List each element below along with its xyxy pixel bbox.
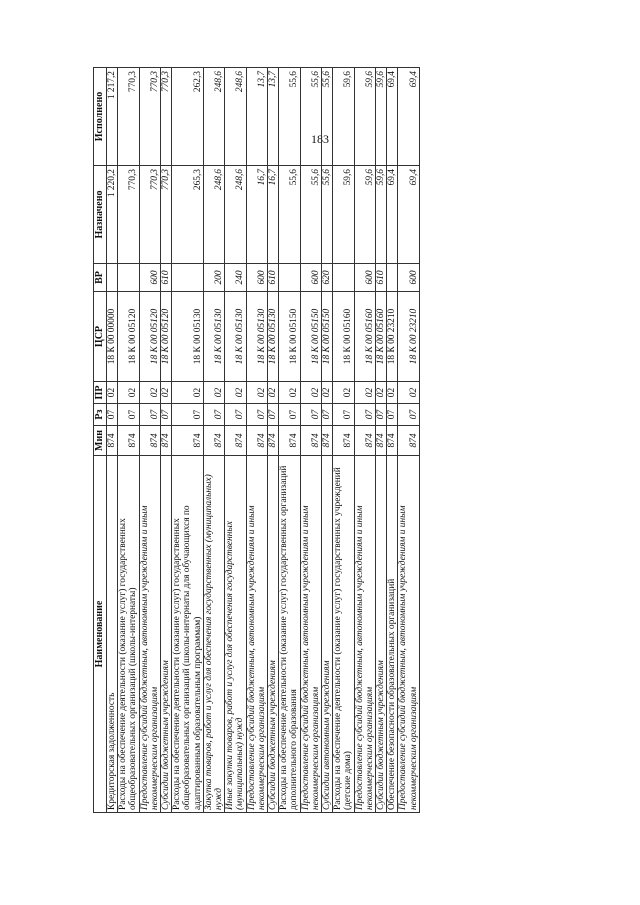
cell-assigned: 59,6 [354,166,375,264]
cell-executed: 55,6 [300,68,321,166]
table-header-row [94,68,107,813]
cell-assigned: 1 220,2 [107,166,118,264]
cell-csr: 18 К 00 05160 [376,292,387,382]
cell-executed: 262,3 [172,68,204,166]
cell-vr: 600 [246,264,267,292]
cell-rz: 07 [139,404,160,426]
cell-name: Обеспечение безопасности образовательных организаций [387,456,398,813]
cell-min: 874 [139,426,160,456]
cell-pr: 02 [203,382,224,404]
header-csr: ЦСР [94,292,107,382]
cell-vr: 600 [398,264,419,292]
cell-assigned: 55,6 [322,166,333,264]
cell-vr: 600 [300,264,321,292]
table-row [203,68,224,813]
cell-csr: 18 К 00 05130 [268,292,279,382]
cell-min: 874 [398,426,419,456]
cell-csr: 18 К 00 23210 [398,292,419,382]
header-min: Мин [94,426,107,456]
cell-csr: 18 К 00 05160 [333,292,354,382]
cell-assigned: 248,6 [225,166,246,264]
cell-name: Субсидии бюджетным учреждениям [161,456,172,813]
cell-pr: 02 [322,382,333,404]
rotated-table-container [93,68,545,813]
table-row [354,68,375,813]
cell-vr: 600 [139,264,160,292]
cell-executed: 1 217,2 [107,68,118,166]
cell-assigned: 770,3 [118,166,139,264]
page-number: 183 [311,132,329,146]
table-row [118,68,139,813]
cell-vr [387,264,398,292]
cell-assigned: 59,6 [376,166,387,264]
cell-min: 874 [246,426,267,456]
table-row [398,68,419,813]
cell-csr: 18 К 00 05120 [139,292,160,382]
cell-name: Субсидии бюджетным учреждениям [268,456,279,813]
cell-rz: 07 [354,404,375,426]
cell-min: 874 [354,426,375,456]
cell-pr: 02 [268,382,279,404]
cell-name: Предоставление субсидий бюджетным, автономным учреждениям и иным некоммерческим организациям [246,456,267,813]
cell-rz: 07 [203,404,224,426]
cell-min: 874 [268,426,279,456]
cell-assigned: 69,4 [387,166,398,264]
cell-csr: 18 К 00 05130 [246,292,267,382]
cell-executed: 770,3 [161,68,172,166]
table-row [279,68,300,813]
cell-assigned: 16,7 [246,166,267,264]
cell-executed: 770,3 [118,68,139,166]
table-row [139,68,160,813]
cell-pr: 02 [398,382,419,404]
cell-rz: 07 [225,404,246,426]
cell-executed: 69,4 [398,68,419,166]
cell-pr: 02 [300,382,321,404]
cell-vr [172,264,204,292]
budget-table [93,67,420,813]
cell-name: Расходы на обеспечение деятельности (оказание услуг) государственных организаций дополнительного образования [279,456,300,813]
cell-min: 874 [387,426,398,456]
cell-rz: 07 [300,404,321,426]
cell-executed: 59,6 [376,68,387,166]
cell-executed: 55,6 [322,68,333,166]
cell-assigned: 69,4 [398,166,419,264]
cell-name: Кредиторская задолженность [107,456,118,813]
cell-assigned: 55,6 [279,166,300,264]
header-assigned: Назначено [94,166,107,264]
cell-pr: 02 [354,382,375,404]
table-row [246,68,267,813]
cell-name: Расходы на обеспечение деятельности (оказание услуг) государственных общеобразовательных организаций (школы-интернаты для обучающихся по адаптированным образовательным программам) [172,456,204,813]
cell-rz: 07 [268,404,279,426]
cell-vr: 610 [376,264,387,292]
cell-name: Предоставление субсидий бюджетным, автономным учреждениям и иным некоммерческим организациям [139,456,160,813]
cell-vr: 200 [203,264,224,292]
table-row [225,68,246,813]
cell-rz: 07 [279,404,300,426]
cell-rz: 07 [107,404,118,426]
cell-vr [279,264,300,292]
cell-name: Предоставление субсидий бюджетным, автономным учреждениям и иным некоммерческим организациям [354,456,375,813]
cell-csr: 18 К 00 23210 [387,292,398,382]
cell-pr: 02 [118,382,139,404]
cell-rz: 07 [246,404,267,426]
cell-rz: 07 [398,404,419,426]
cell-rz: 07 [376,404,387,426]
table-row [333,68,354,813]
cell-executed: 13,7 [268,68,279,166]
cell-executed: 248,6 [225,68,246,166]
cell-executed: 770,3 [139,68,160,166]
cell-csr: 18 К 00 05120 [118,292,139,382]
cell-pr: 02 [246,382,267,404]
cell-csr: 18 К 00 05130 [203,292,224,382]
table-row [161,68,172,813]
cell-vr [107,264,118,292]
cell-pr: 02 [161,382,172,404]
cell-min: 874 [300,426,321,456]
cell-assigned: 59,6 [333,166,354,264]
cell-assigned: 248,6 [203,166,224,264]
header-rz: Рз [94,404,107,426]
table-row [322,68,333,813]
cell-rz: 07 [322,404,333,426]
cell-assigned: 265,3 [172,166,204,264]
cell-csr: 18 К 00 05150 [322,292,333,382]
table-row [300,68,321,813]
cell-csr: 18 К 00 05130 [172,292,204,382]
cell-rz: 07 [387,404,398,426]
cell-rz: 07 [333,404,354,426]
cell-min: 874 [376,426,387,456]
cell-csr: 18 К 00 05130 [225,292,246,382]
cell-pr: 02 [225,382,246,404]
cell-min: 874 [161,426,172,456]
cell-min: 874 [333,426,354,456]
table-row [376,68,387,813]
cell-executed: 59,6 [354,68,375,166]
cell-name: Расходы на обеспечение деятельности (оказание услуг) государственных учреждений (детские дома) [333,456,354,813]
cell-executed: 69,4 [387,68,398,166]
cell-min: 874 [107,426,118,456]
cell-executed: 59,6 [333,68,354,166]
cell-assigned: 55,6 [300,166,321,264]
cell-pr: 02 [172,382,204,404]
cell-pr: 02 [139,382,160,404]
cell-name: Иные закупки товаров, работ и услуг для обеспечения государственных (муниципальных) нужд [225,456,246,813]
cell-min: 874 [203,426,224,456]
cell-min: 874 [118,426,139,456]
cell-assigned: 16,7 [268,166,279,264]
cell-vr [118,264,139,292]
cell-vr [333,264,354,292]
table-row [107,68,118,813]
cell-csr: 18 К 00 05150 [279,292,300,382]
cell-name: Предоставление субсидий бюджетным, автономным учреждениям и иным некоммерческим организациям [398,456,419,813]
cell-min: 874 [279,426,300,456]
cell-name: Субсидии автономным учреждениям [322,456,333,813]
cell-rz: 07 [161,404,172,426]
header-pr: ПР [94,382,107,404]
cell-pr: 02 [279,382,300,404]
cell-csr: 18 К 00 05120 [161,292,172,382]
cell-name: Расходы на обеспечение деятельности (оказание услуг) государственных общеобразовательных организаций (школы-интернаты) [118,456,139,813]
table-body [107,68,420,813]
cell-pr: 02 [107,382,118,404]
cell-executed: 248,6 [203,68,224,166]
cell-min: 874 [225,426,246,456]
cell-min: 874 [322,426,333,456]
cell-csr: 18 К 00 05150 [300,292,321,382]
cell-csr: 18 К 00 05160 [354,292,375,382]
cell-executed: 55,6 [279,68,300,166]
cell-vr: 240 [225,264,246,292]
table-row [387,68,398,813]
table-row [268,68,279,813]
cell-name: Закупка товаров, работ и услуг для обеспечения государственных (муниципальных) нужд [203,456,224,813]
cell-vr: 610 [161,264,172,292]
table-row [172,68,204,813]
cell-rz: 07 [118,404,139,426]
cell-pr: 02 [376,382,387,404]
cell-vr: 600 [354,264,375,292]
cell-min: 874 [172,426,204,456]
cell-assigned: 770,3 [161,166,172,264]
header-vr: ВР [94,264,107,292]
cell-name: Субсидии бюджетным учреждениям [376,456,387,813]
cell-csr: 18 К 00 00000 [107,292,118,382]
header-name: Наименование [94,456,107,813]
cell-name: Предоставление субсидий бюджетным, автономным учреждениям и иным некоммерческим организациям [300,456,321,813]
cell-executed: 13,7 [246,68,267,166]
header-executed: Исполнено [94,68,107,166]
cell-assigned: 770,3 [139,166,160,264]
cell-vr: 620 [322,264,333,292]
cell-rz: 07 [172,404,204,426]
cell-vr: 610 [268,264,279,292]
cell-pr: 02 [387,382,398,404]
cell-pr: 02 [333,382,354,404]
